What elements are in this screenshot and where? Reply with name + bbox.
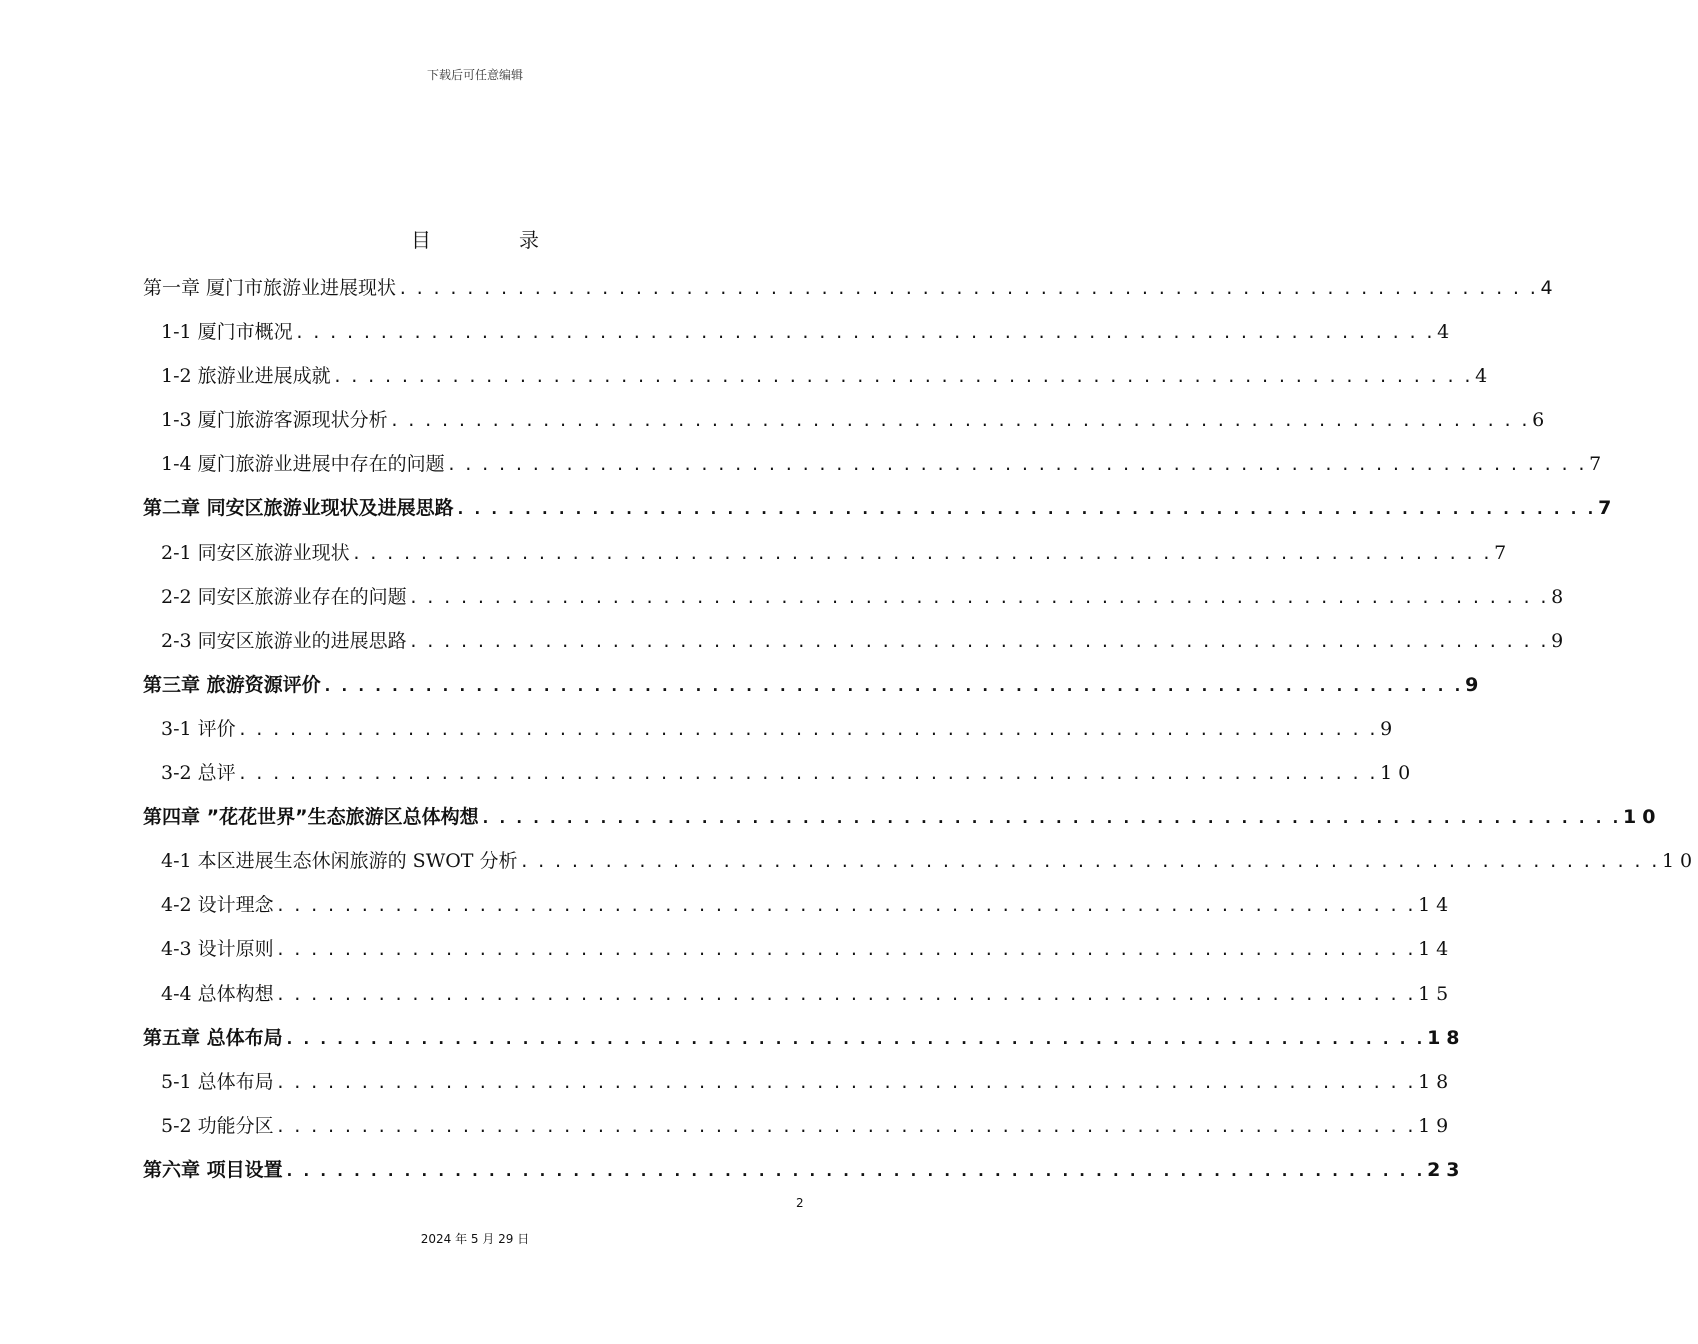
toc-entry-label: 第四章 ”花花世界”生态旅游区总体构想 <box>143 806 479 829</box>
toc-section-entry[interactable] <box>143 1060 1455 1104</box>
toc-entry-label: 第一章 厦门市旅游业进展现状 <box>143 277 397 299</box>
footer-date: 2024 年 5 月 29 日 <box>420 1232 530 1246</box>
toc-entry-label: 第二章 同安区旅游业现状及进展思路 <box>143 497 454 520</box>
toc-dot-leader <box>447 443 1585 487</box>
toc-chapter-entry[interactable] <box>143 795 1662 839</box>
toc-dot-leader <box>285 1017 1423 1061</box>
toc-entry-page: 4 <box>1540 277 1559 299</box>
toc-entry-page: 14 <box>1418 938 1455 961</box>
toc-dot-leader <box>295 311 1433 355</box>
toc-dot-leader <box>276 1061 1414 1105</box>
toc-entry-page: 19 <box>1418 1114 1455 1137</box>
toc-entry-label: 3-2 总评 <box>161 762 236 785</box>
toc-entry-page: 14 <box>1418 894 1455 917</box>
toc-section-entry[interactable] <box>143 619 1570 663</box>
toc-entry-page: 10 <box>1380 762 1417 785</box>
toc-entry-page: 7 <box>1494 541 1513 564</box>
toc-section-entry[interactable] <box>143 531 1513 575</box>
toc-section-entry[interactable] <box>143 398 1551 442</box>
toc-section-entry[interactable] <box>143 972 1455 1016</box>
toc-entry-label: 1-2 旅游业进展成就 <box>161 365 331 388</box>
toc-dot-leader <box>276 884 1414 928</box>
toc-entry-page: 7 <box>1589 453 1608 476</box>
toc-chapter-entry[interactable] <box>143 486 1618 530</box>
toc-entry-page: 4 <box>1475 365 1494 388</box>
toc-entry-label: 5-1 总体布局 <box>161 1070 274 1093</box>
toc-entry-label: 2-3 同安区旅游业的进展思路 <box>161 629 407 652</box>
toc-dot-leader <box>409 576 1547 620</box>
toc-entry-page: 6 <box>1532 409 1551 432</box>
toc-section-entry[interactable] <box>143 927 1455 971</box>
toc-section-entry[interactable] <box>143 751 1417 795</box>
page-header-note: 下载后可任意编辑 <box>426 68 523 82</box>
toc-entry-page: 15 <box>1418 982 1455 1005</box>
toc-title-left: 目 <box>411 228 431 252</box>
toc-entry-label: 1-4 厦门旅游业进展中存在的问题 <box>161 453 445 476</box>
toc-dot-leader <box>276 1105 1414 1149</box>
toc-entry-page: 7 <box>1598 497 1618 520</box>
toc-entry-label: 2-1 同安区旅游业现状 <box>161 541 350 564</box>
toc-section-entry[interactable] <box>143 839 1698 883</box>
toc-entry-label: 2-2 同安区旅游业存在的问题 <box>161 585 407 608</box>
toc-dot-leader <box>390 399 1528 443</box>
toc-entry-label: 4-2 设计理念 <box>161 894 274 917</box>
toc-entry-page: 10 <box>1661 850 1698 873</box>
table-of-contents <box>143 266 1698 1192</box>
toc-section-entry[interactable] <box>143 883 1455 927</box>
toc-entry-label: 第三章 旅游资源评价 <box>143 673 321 696</box>
toc-title-right: 录 <box>519 228 539 252</box>
page-number: 2 <box>796 1196 804 1210</box>
toc-entry-page: 18 <box>1418 1070 1455 1093</box>
toc-section-entry[interactable] <box>143 354 1494 398</box>
toc-chapter-entry[interactable] <box>143 266 1559 310</box>
toc-title <box>0 224 950 253</box>
toc-dot-leader <box>238 708 1376 752</box>
toc-entry-label: 第六章 项目设置 <box>143 1158 283 1181</box>
toc-dot-leader <box>409 620 1547 664</box>
toc-entry-page: 9 <box>1465 673 1485 696</box>
toc-section-entry[interactable] <box>143 1104 1455 1148</box>
toc-dot-leader <box>285 1149 1423 1193</box>
toc-dot-leader <box>398 267 1536 311</box>
toc-chapter-entry[interactable] <box>143 1016 1466 1060</box>
toc-entry-page: 9 <box>1380 717 1399 740</box>
toc-dot-leader <box>481 796 1619 840</box>
toc-dot-leader <box>520 840 1658 884</box>
toc-section-entry[interactable] <box>143 442 1608 486</box>
toc-entry-page: 9 <box>1551 629 1570 652</box>
toc-entry-label: 3-1 评价 <box>161 717 236 740</box>
toc-entry-label: 5-2 功能分区 <box>161 1114 274 1137</box>
toc-entry-label: 4-4 总体构想 <box>161 982 274 1005</box>
toc-dot-leader <box>323 664 1461 708</box>
toc-entry-label: 1-3 厦门旅游客源现状分析 <box>161 409 388 432</box>
toc-entry-page: 4 <box>1437 321 1456 344</box>
toc-section-entry[interactable] <box>143 707 1399 751</box>
toc-dot-leader <box>276 973 1414 1017</box>
toc-entry-label: 1-1 厦门市概况 <box>161 321 293 344</box>
toc-dot-leader <box>333 355 1471 399</box>
toc-entry-label: 4-3 设计原则 <box>161 938 274 961</box>
toc-dot-leader <box>276 928 1414 972</box>
toc-entry-page: 8 <box>1551 585 1570 608</box>
toc-entry-page: 18 <box>1427 1026 1466 1049</box>
toc-dot-leader <box>238 752 1376 796</box>
toc-section-entry[interactable] <box>143 310 1456 354</box>
toc-chapter-entry[interactable] <box>143 663 1485 707</box>
toc-dot-leader <box>352 532 1490 576</box>
toc-entry-page: 10 <box>1623 806 1662 829</box>
toc-entry-label: 第五章 总体布局 <box>143 1026 283 1049</box>
toc-entry-page: 23 <box>1427 1158 1466 1181</box>
toc-chapter-entry[interactable] <box>143 1148 1466 1192</box>
toc-dot-leader <box>456 487 1594 531</box>
toc-section-entry[interactable] <box>143 575 1570 619</box>
toc-entry-label: 4-1 本区进展生态休闲旅游的 SWOT 分析 <box>161 850 518 873</box>
